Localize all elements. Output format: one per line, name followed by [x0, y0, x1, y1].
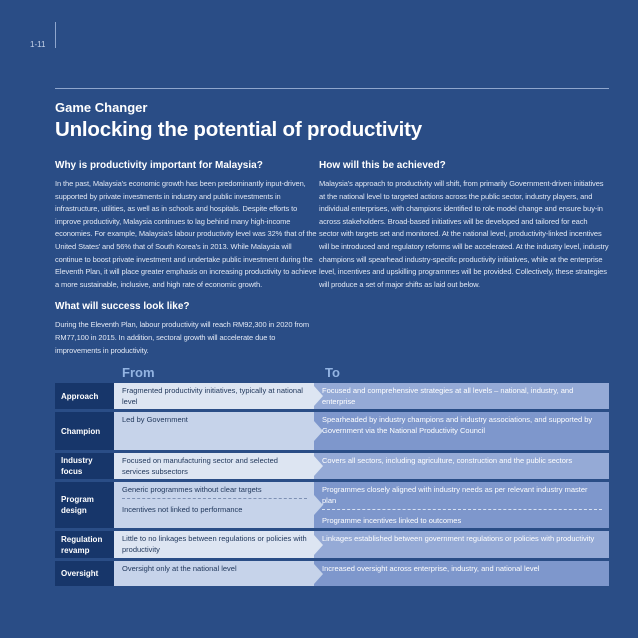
- why-paragraph: In the past, Malaysia's economic growth has been predominantly input-driven, supported by private investments in industry and public investments in infrastructure, utilities, as well as in schools and hospitals. Despite efforts to improve productivity, Malaysia continues to lag behind many high-income economies. For example, Malaysia's labour productivity level was 32% that of the United States' and 56% that of South Korea's in 2013. While Malaysia will continue to boost private investment and undertake public investment during the Eleventh Plan, it will place greater emphasis on increasing productivity to achieve a more sustainable, inclusive, and high rate of economic growth.: [55, 179, 317, 289]
- to-text: Increased oversight across enterprise, industry, and national level: [322, 564, 540, 573]
- page-title: Unlocking the potential of productivity: [55, 118, 422, 141]
- from-cell: [114, 531, 314, 558]
- from-text: Little to no linkages between regulations or policies with productivity: [122, 534, 307, 554]
- from-text: Focused on manufacturing sector and selected services subsectors: [122, 456, 278, 476]
- dashed-divider: [322, 509, 602, 510]
- arrow-right-icon: [314, 564, 323, 584]
- row-label: Program design: [55, 482, 114, 528]
- from-cell: [114, 383, 314, 409]
- page-number-tick: [55, 22, 56, 48]
- arrow-right-icon: [314, 421, 323, 441]
- table-row: [55, 482, 609, 528]
- table-row: [55, 561, 609, 586]
- row-label: Regulation revamp: [55, 531, 114, 558]
- left-column: [55, 160, 317, 357]
- to-cell: [314, 453, 609, 479]
- how-paragraph: Malaysia's approach to productivity will shift, from primarily Government-driven initiatives at the national level to targeted actions across the public sector, industry players, and individual enterprises, with champions identified to role model change and ensure buy-in across stakeholders. Broad-based initiatives will be developed and tailored for each sector with targets set and monitored. At the national level, productivity-linked incentives will be introduced and regulatory reforms will be accelerated. At the industry level, industry champions will spearhead industry-specific productivity initiatives, while at the enterprise level, incentives and upskilling programmes will be provided. Collectively, these strategies will produce a set of major shifts as laid out below.: [319, 179, 609, 289]
- right-column: [319, 160, 609, 291]
- arrow-right-icon: [314, 535, 323, 555]
- to-cell: [314, 531, 609, 558]
- to-text: Spearheaded by industry champions and industry associations, and supported by Government via the National Productivity Council: [322, 415, 593, 435]
- to-text: Programme incentives linked to outcomes: [322, 516, 462, 525]
- to-cell: [314, 383, 609, 409]
- heading-success: What will success look like?: [55, 301, 190, 313]
- from-cell: [114, 482, 314, 528]
- arrow-right-icon: [314, 495, 323, 515]
- to-text: Programmes closely aligned with industry needs as per relevant industry master plan: [322, 485, 588, 505]
- to-cell: [314, 482, 609, 528]
- success-paragraph: During the Eleventh Plan, labour productivity will reach RM92,300 in 2020 from RM77,100 in 2015. In addition, sectoral growth will accelerate due to improvements in productivity.: [55, 320, 310, 355]
- header-rule: [55, 88, 609, 89]
- heading-why: Why is productivity important for Malaysia?: [55, 160, 263, 171]
- row-label: Approach: [55, 383, 114, 409]
- to-heading: To: [325, 365, 340, 380]
- arrow-right-icon: [314, 386, 323, 406]
- table-row: [55, 531, 609, 558]
- dashed-divider: [122, 498, 307, 499]
- to-text: Covers all sectors, including agriculture, construction and the public sectors: [322, 456, 573, 465]
- table-row: [55, 412, 609, 450]
- section-kicker: Game Changer: [55, 100, 148, 115]
- from-text: Generic programmes without clear targets: [122, 485, 262, 494]
- from-cell: [114, 453, 314, 479]
- table-row: [55, 383, 609, 409]
- row-label: Industry focus: [55, 453, 114, 479]
- table-row: [55, 453, 609, 479]
- from-text: Fragmented productivity initiatives, typically at national level: [122, 386, 303, 406]
- arrow-right-icon: [314, 456, 323, 476]
- from-cell: [114, 561, 314, 586]
- from-text: Led by Government: [122, 415, 188, 424]
- to-cell: [314, 412, 609, 450]
- to-text: Linkages established between government regulations or policies with productivity: [322, 534, 595, 543]
- row-label: Champion: [55, 412, 114, 450]
- heading-how: How will this be achieved?: [319, 160, 446, 171]
- to-text: Focused and comprehensive strategies at all levels – national, industry, and enterprise: [322, 386, 574, 406]
- from-text: Incentives not linked to performance: [122, 505, 243, 514]
- to-cell: [314, 561, 609, 586]
- from-heading: From: [122, 365, 155, 380]
- page-number: 1-11: [30, 40, 46, 49]
- row-label: Oversight: [55, 561, 114, 586]
- shift-table: [55, 383, 609, 589]
- from-cell: [114, 412, 314, 450]
- from-text: Oversight only at the national level: [122, 564, 237, 573]
